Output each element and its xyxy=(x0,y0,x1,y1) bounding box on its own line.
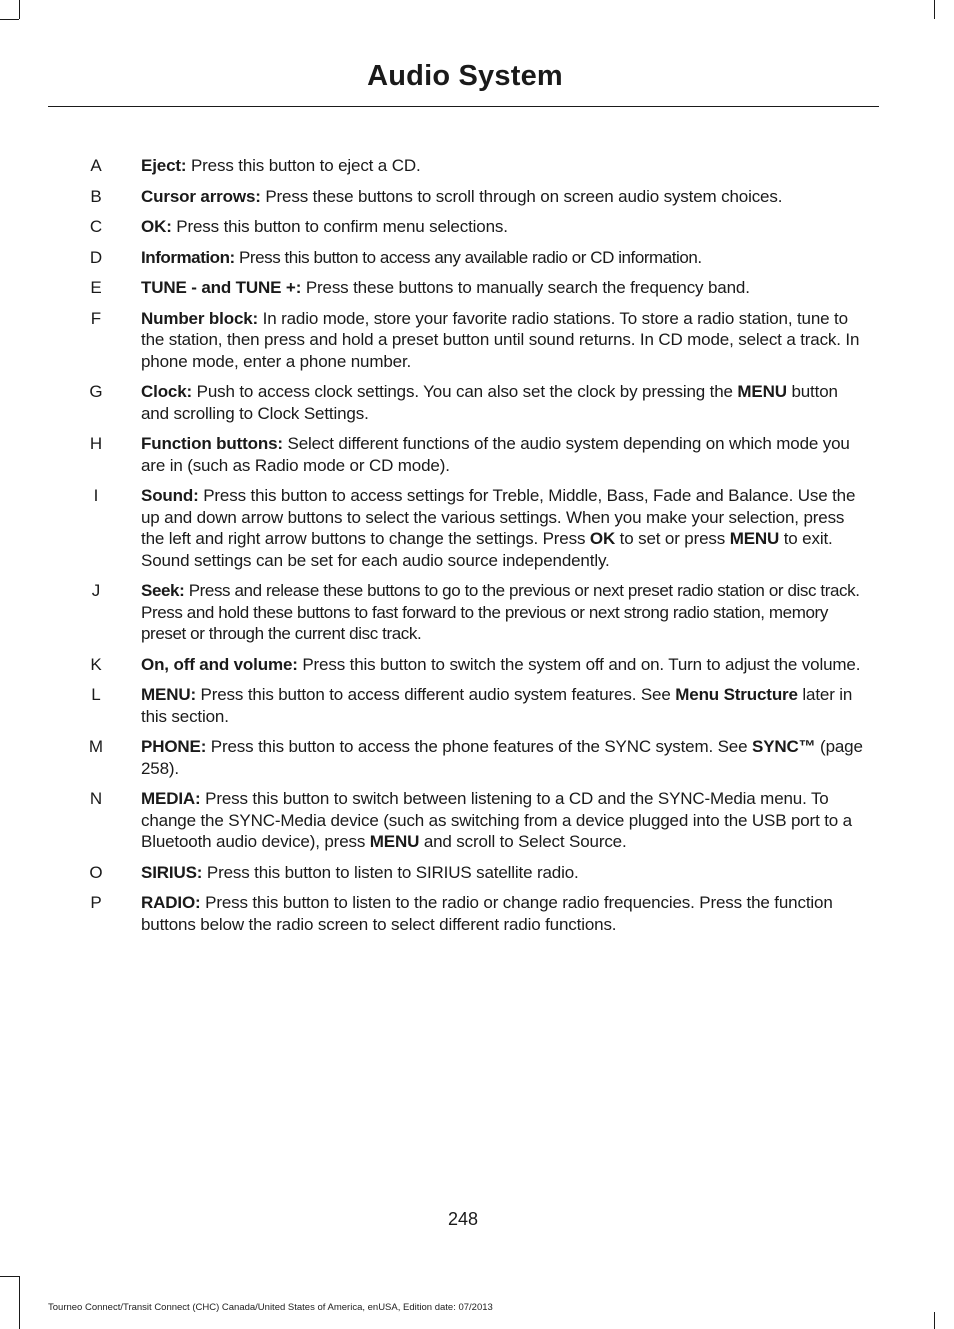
crop-mark xyxy=(19,1276,20,1329)
legend-item xyxy=(0,892,954,935)
legend-item xyxy=(0,308,954,373)
legend-description: RADIO: Press this button to listen to the radio or change radio frequencies. Press the function buttons below the radio screen to select different radio functions. xyxy=(141,893,833,934)
legend-description: SIRIUS: Press this button to listen to SIRIUS satellite radio. xyxy=(141,862,579,882)
edition-footer: Tourneo Connect/Transit Connect (CHC) Canada/United States of America, enUSA, Edition date: 07/2013 xyxy=(48,1302,493,1313)
legend-term: Clock: xyxy=(141,382,193,401)
legend-letter: N xyxy=(89,789,103,808)
legend-description: OK: Press this button to confirm menu selections. xyxy=(141,217,508,236)
legend-description: MENU: Press this button to access different audio system features. See Menu Structure later in this section. xyxy=(141,685,853,726)
legend-term: Number block: xyxy=(141,308,259,328)
legend-letter: O xyxy=(89,862,103,882)
legend-description: Clock: Push to access clock settings. You can also set the clock by pressing the MENU button and scrolling to Clock Settings. xyxy=(141,382,838,423)
legend-description: Eject: Press this button to eject a CD. xyxy=(141,156,421,175)
legend-letter: C xyxy=(89,217,103,236)
crop-mark xyxy=(19,0,20,19)
legend-term: Eject: xyxy=(141,156,187,175)
legend-letter: B xyxy=(90,186,102,206)
legend-description: PHONE: Press this button to access the phone features of the SYNC system. See SYNC™ (page 258). xyxy=(141,737,863,778)
legend-letter: L xyxy=(91,685,101,704)
legend-description: Number block: In radio mode, store your favorite radio stations. To store a radio station, tune to the station, then press and hold a preset button until sound returns. In CD mode, select a track. In phone mode, enter a phone number. xyxy=(141,308,860,371)
legend-item xyxy=(0,277,954,299)
legend-description: Information: Press this button to access any available radio or CD information. xyxy=(141,247,702,267)
legend-letter: J xyxy=(91,581,101,600)
legend-term: On, off and volume: xyxy=(141,654,298,674)
legend-term: MENU: xyxy=(141,685,196,704)
legend-item xyxy=(0,247,954,269)
cross-reference[interactable]: Menu Structure xyxy=(675,685,798,704)
crop-mark xyxy=(934,1312,935,1329)
legend-item xyxy=(0,788,954,853)
legend-item xyxy=(0,381,954,424)
legend-item xyxy=(0,155,954,177)
crop-mark xyxy=(0,19,19,20)
legend-item xyxy=(0,186,954,208)
legend-description: TUNE - and TUNE +: Press these buttons to manually search the frequency band. xyxy=(141,278,750,297)
legend-term: TUNE - and TUNE +: xyxy=(141,278,302,297)
legend-item xyxy=(0,580,954,645)
title-divider xyxy=(48,106,879,107)
legend-description: Seek: Press and release these buttons to go to the previous or next preset radio station or disc track. Press and hold these buttons to fast forward to the previous or next strong radio station, memory preset or through the current disc track. xyxy=(141,581,860,643)
legend-term: OK: xyxy=(141,217,172,236)
legend-letter: G xyxy=(89,382,103,401)
legend-term: Cursor arrows: xyxy=(141,186,261,206)
crop-mark xyxy=(0,1276,19,1277)
legend-item xyxy=(0,485,954,571)
page-number: 248 xyxy=(447,1209,479,1229)
legend-letter: A xyxy=(90,156,102,175)
legend-description: Cursor arrows: Press these buttons to scroll through on screen audio system choices. xyxy=(141,186,783,206)
legend-term: Function buttons: xyxy=(141,434,283,453)
legend-letter: E xyxy=(90,278,102,297)
legend-list xyxy=(0,155,954,944)
crop-mark xyxy=(934,0,935,19)
legend-item xyxy=(0,654,954,676)
legend-term: PHONE: xyxy=(141,737,207,756)
legend-letter: P xyxy=(90,893,102,912)
legend-description: Function buttons: Select different functions of the audio system depending on which mode you are in (such as Radio mode or CD mode). xyxy=(141,434,850,475)
legend-letter: H xyxy=(89,434,103,453)
cross-reference[interactable]: SYNC™ xyxy=(752,737,816,756)
legend-letter: D xyxy=(89,247,103,267)
legend-term: MEDIA: xyxy=(141,789,201,808)
legend-item xyxy=(0,736,954,779)
legend-term: Sound: xyxy=(141,486,199,505)
page-title: Audio System xyxy=(367,60,563,92)
legend-item xyxy=(0,684,954,727)
legend-item xyxy=(0,216,954,238)
legend-description: On, off and volume: Press this button to switch the system off and on. Turn to adjust the volume. xyxy=(141,654,861,674)
legend-term: RADIO: xyxy=(141,893,201,912)
legend-description: Sound: Press this button to access settings for Treble, Middle, Bass, Fade and Balance. Use the up and down arrow buttons to select the various settings. When you make your selection, press the left and right arrow buttons to change the settings. Press OK to set or press MENU to exit. Sound settings can be set for each audio source independently. xyxy=(141,486,856,570)
legend-term: Seek: xyxy=(141,581,185,600)
legend-item xyxy=(0,433,954,476)
legend-letter: K xyxy=(90,654,102,674)
legend-term: Information: xyxy=(141,247,235,267)
legend-term: SIRIUS: xyxy=(141,862,203,882)
legend-letter: I xyxy=(93,486,99,505)
legend-item xyxy=(0,862,954,884)
legend-letter: M xyxy=(88,737,104,756)
legend-letter: F xyxy=(90,308,102,328)
legend-description: MEDIA: Press this button to switch between listening to a CD and the SYNC-Media menu. To change the SYNC-Media device (such as switching from a device plugged into the USB port to a Bluetooth audio device), press MENU and scroll to Select Source. xyxy=(141,789,852,851)
